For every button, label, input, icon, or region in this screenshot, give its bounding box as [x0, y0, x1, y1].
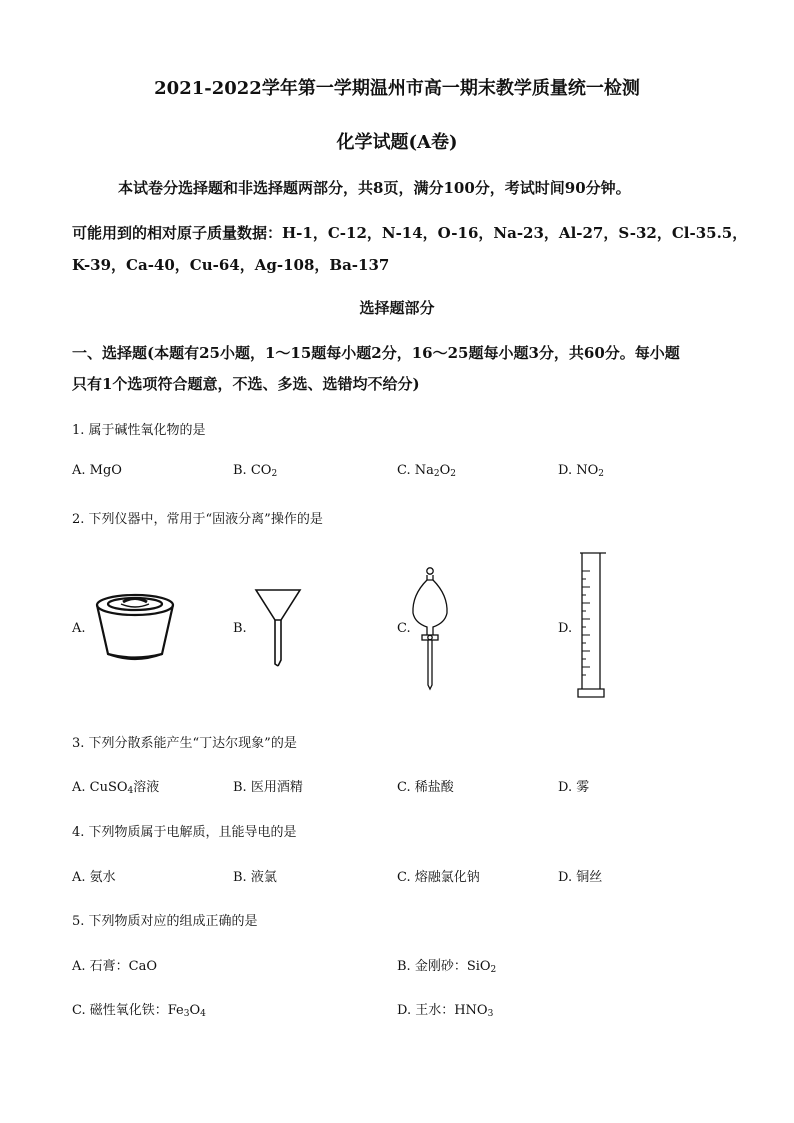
question-4-option-c: C. 熔融氯化钠 — [397, 870, 480, 885]
exam-title: 2021-2022学年第一学期温州市高一期末教学质量统一检测 — [154, 78, 640, 99]
question-5-option-c: C. 磁性氧化铁：$Fe_3O_4$ — [72, 1003, 206, 1019]
question-4-option-d: D. 铜丝 — [558, 870, 603, 885]
question-3-option-a: A. CuSO$_4$溶液 — [72, 780, 160, 796]
atomic-masses-line2: K-39，Ca-40，Cu-64，Ag-108，Ba-137 — [72, 256, 390, 274]
exam-subtitle: 化学试题(A卷) — [336, 132, 458, 153]
question-1-stem: 1. 属于碱性氧化物的是 — [72, 423, 206, 438]
question-5-option-b: B. 金刚砂：SiO$_2$ — [397, 959, 497, 975]
section-heading-line1: 一、选择题(本题有25小题，1～15题每小题2分，16～25题每小题3分，共60分。每小题 — [72, 344, 680, 362]
separatory-funnel-icon — [410, 565, 450, 691]
section-heading-line2: 只有1个选项符合题意，不选、多选、选错均不给分) — [72, 375, 420, 393]
instructions: 本试卷分选择题和非选择题两部分，共8页，满分100分，考试时间90分钟。 — [118, 179, 631, 197]
question-4-option-b: B. 液氯 — [233, 870, 277, 885]
question-5-option-d: D. 王水：$HNO_3$ — [397, 1003, 494, 1019]
atomic-masses-line1: 可能用到的相对原子质量数据：H-1，C-12，N-14，O-16，Na-23，Al-27，S-32，Cl-35.5， — [72, 224, 748, 242]
question-2-stem: 2. 下列仪器中，常用于“固液分离”操作的是 — [72, 512, 323, 527]
question-1-option-b: B. $CO_2$ — [233, 463, 278, 479]
section-title: 选择题部分 — [359, 299, 435, 317]
question-1-option-c: C. $Na_2O_2$ — [397, 463, 457, 479]
question-1-option-d: D. $NO_2$ — [558, 463, 604, 479]
question-4-stem: 4. 下列物质属于电解质，且能导电的是 — [72, 825, 297, 840]
question-1-option-a: A. MgO — [72, 463, 122, 478]
question-2-option-c: C. — [397, 621, 411, 636]
question-3-option-b: B. 医用酒精 — [233, 780, 303, 795]
question-5-stem: 5. 下列物质对应的组成正确的是 — [72, 914, 258, 929]
question-3-option-d: D. 雾 — [558, 780, 590, 795]
funnel-icon — [254, 588, 302, 668]
crucible-icon — [90, 590, 180, 665]
question-3-option-c: C. 稀盐酸 — [397, 780, 454, 795]
graduated-cylinder-icon — [576, 551, 610, 701]
question-2-option-a: A. — [72, 621, 86, 636]
question-4-option-a: A. 氨水 — [72, 870, 116, 885]
question-2-option-b: B. — [233, 621, 247, 636]
question-2-option-d: D. — [558, 621, 573, 636]
question-3-stem: 3. 下列分散系能产生“丁达尔现象”的是 — [72, 736, 297, 751]
question-5-option-a: A. 石膏：CaO — [72, 959, 158, 974]
